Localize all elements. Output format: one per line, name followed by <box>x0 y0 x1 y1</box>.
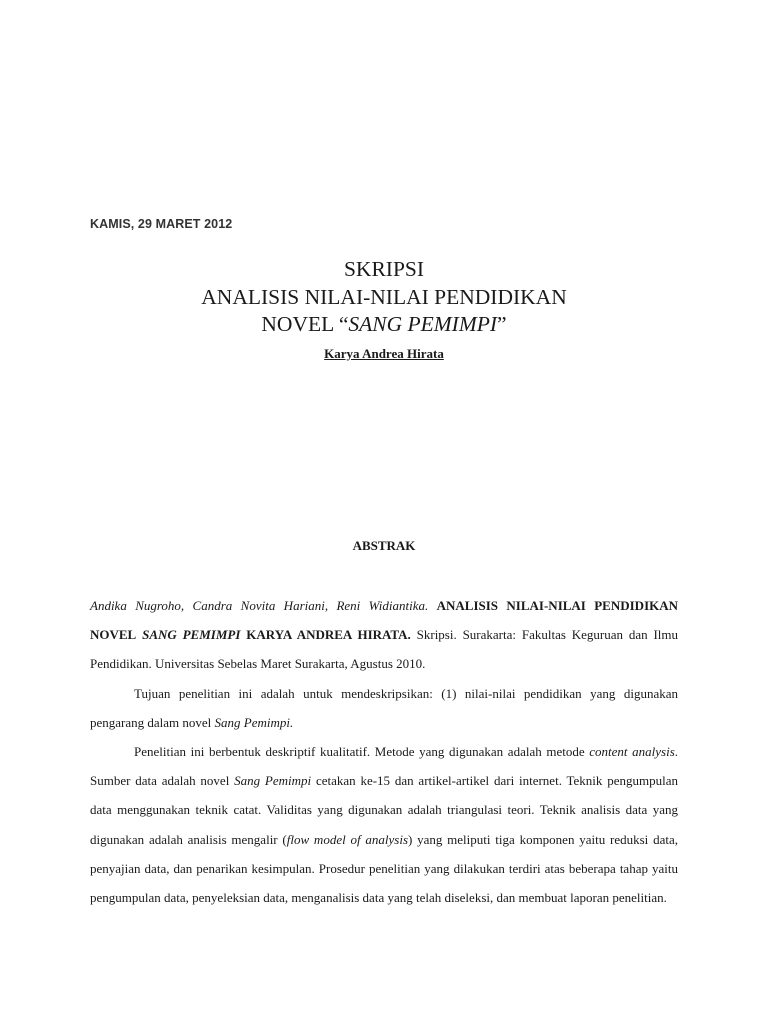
method-s1: Penelitian ini berbentuk deskriptif kualitatif. Metode yang digunakan adalah metode <box>134 744 585 760</box>
purpose-text: Tujuan penelitian ini adalah untuk mendeskripsikan: (1) nilai-nilai pendidikan yang digunakan pengarang dalam novel <box>90 685 678 730</box>
title-novel-suffix: ” <box>497 312 507 336</box>
citation-title-c: KARYA ANDREA HIRATA. <box>246 627 411 643</box>
method-i3: flow model of analysis <box>286 831 408 847</box>
title-main: ANALISIS NILAI-NILAI PENDIDIKAN <box>201 284 567 309</box>
abstract-paragraph-method <box>90 737 678 912</box>
method-s3: cetakan ke-15 dan artikel-artikel dari internet. Teknik pengumpulan data menggunakan teknik catat. Validitas yang digunakan adalah triangulasi teori. Teknik analisis data yang digunakan adalah analisis mengalir ( <box>90 773 678 847</box>
title-skripsi: SKRIPSI <box>343 257 425 281</box>
abstract-paragraph-citation <box>90 591 678 679</box>
title-novel-prefix: NOVEL “ <box>261 312 349 336</box>
document-title-block <box>90 256 678 362</box>
title-novel <box>90 311 678 339</box>
purpose-novel: Sang Pemimpi. <box>214 714 294 730</box>
citation-rest: Skripsi. Surakarta: Fakultas Keguruan dan Ilmu Pendidikan. Universitas Sebelas Maret Surakarta, Agustus 2010. <box>90 627 679 672</box>
method-i2: Sang Pemimpi <box>234 773 312 789</box>
title-author: Karya Andrea Hirata <box>324 345 444 361</box>
title-novel-name: SANG PEMIMPI <box>348 312 498 336</box>
abstract-body <box>90 591 678 912</box>
citation-authors: Andika Nugroho, Candra Novita Hariani, Reni Widiantika. <box>90 598 429 613</box>
abstract-paragraph-purpose <box>90 679 678 737</box>
method-i1: content analysis <box>589 744 675 760</box>
citation-title-a: ANALISIS NILAI-NILAI PENDIDIKAN NOVEL <box>90 598 679 643</box>
post-date: KAMIS, 29 MARET 2012 <box>90 217 233 231</box>
abstract-heading: ABSTRAK <box>352 538 416 553</box>
method-s4: ) yang meliputi tiga komponen yaitu reduksi data, penyajian data, dan penarikan kesimpulan. Prosedur penelitian yang dilakukan terdiri atas beberapa tahap yaitu pengumpulan data, penyeleksian data, menganalisis data yang telah diseleksi, dan membuat laporan penelitian. <box>90 831 678 906</box>
citation-title-b: SANG PEMIMPI <box>142 627 241 643</box>
method-s2: . Sumber data adalah novel <box>90 744 678 789</box>
